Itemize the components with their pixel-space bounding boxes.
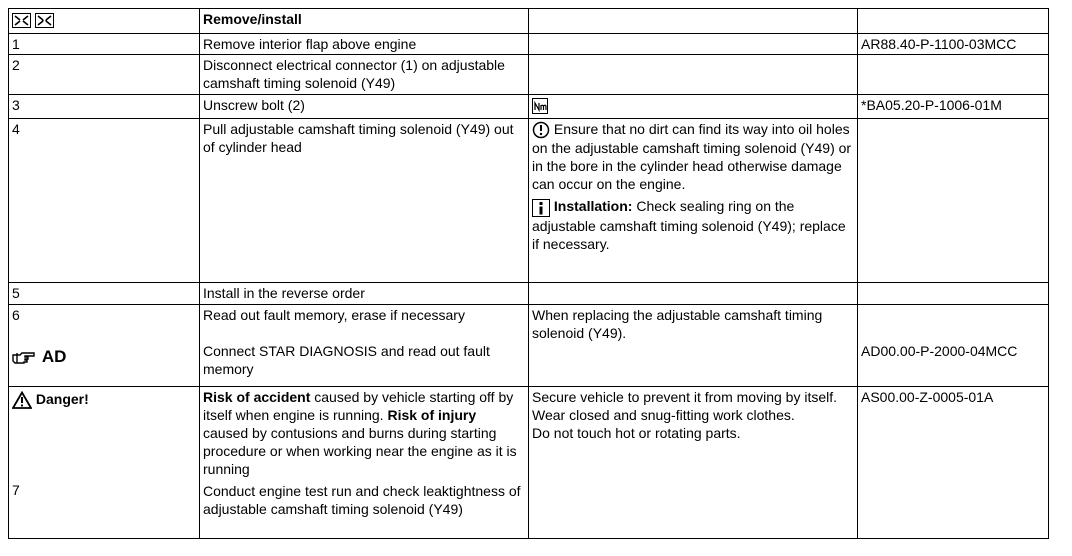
table-row — [9, 119, 1049, 283]
caution-text: Ensure that no dirt can find its way into oil holes on the adjustable camshaft timing solenoid (Y49) or in the bore in the cylinder head otherwise damage can occur on the engine. — [532, 121, 852, 193]
warning-triangle-icon — [12, 391, 32, 409]
installation-note — [532, 197, 854, 252]
caution-icon — [532, 121, 550, 139]
step-text: Remove interior flap above engine — [200, 34, 529, 55]
step-text: Disconnect electrical connector (1) on adjustable camshaft timing solenoid (Y49) — [200, 55, 529, 95]
remove-icon — [12, 13, 31, 28]
step-number: 7 — [12, 482, 20, 499]
installation-text: Check sealing ring on the adjustable camshaft timing solenoid (Y49); replace if necessary. — [532, 198, 846, 252]
step-text: Pull adjustable camshaft timing solenoid (Y49) out of cylinder head — [200, 119, 529, 283]
install-icon — [35, 13, 54, 28]
step-text: Unscrew bolt (2) — [200, 95, 529, 119]
step-text: Read out fault memory, erase if necessary — [203, 307, 465, 323]
step-notes — [529, 119, 858, 283]
header-icons-cell — [9, 9, 200, 34]
danger-measures: Secure vehicle to prevent it from moving by itself. Wear closed and snug-fitting work clothes. Do not touch hot or rotating parts. — [532, 389, 838, 441]
table-row — [9, 34, 1049, 55]
pointing-hand-icon — [12, 349, 38, 367]
step-number: 2 — [9, 55, 200, 95]
diagnosis-text: Connect STAR DIAGNOSIS and read out fault memory — [203, 343, 490, 377]
step-text: Install in the reverse order — [200, 283, 529, 305]
installation-label: Installation: — [553, 198, 633, 215]
step-number: 3 — [9, 95, 200, 119]
danger-text: Risk of accident caused by vehicle starting off by itself when engine is running. Risk of injury caused by contusions and burns during starting procedure or when working near the engine as it is running — [203, 389, 517, 477]
table-row — [9, 95, 1049, 119]
table-row — [9, 387, 1049, 539]
diagnosis-reference-link[interactable]: AD00.00-P-2000-04MCC — [861, 343, 1018, 359]
danger-label: Danger! — [12, 390, 196, 409]
danger-reference-link[interactable]: AS00.00-Z-0005-01A — [861, 389, 994, 405]
step-number: 5 — [9, 283, 200, 305]
ad-label: AD — [41, 347, 67, 366]
table-row — [9, 55, 1049, 95]
step-number: 1 — [9, 34, 200, 55]
diagnosis-label — [12, 348, 196, 367]
procedure-table — [8, 8, 1049, 539]
header-title: Remove/install — [200, 9, 529, 34]
info-icon — [532, 199, 550, 217]
table-row — [9, 305, 1049, 387]
step-number: 6 — [12, 307, 20, 323]
torque-nm-icon[interactable] — [532, 98, 548, 114]
step-reference-link[interactable]: AR88.40-P-1100-03MCC — [858, 34, 1049, 55]
table-row — [9, 283, 1049, 305]
caution-note — [532, 120, 854, 193]
step-number: 4 — [9, 119, 200, 283]
step-note: When replacing the adjustable camshaft timing solenoid (Y49). — [532, 307, 823, 341]
step-reference-link[interactable]: *BA05.20-P-1006-01M — [858, 95, 1049, 119]
header-row — [9, 9, 1049, 34]
step-text: Conduct engine test run and check leaktightness of adjustable camshaft timing solenoid (Y49) — [203, 483, 521, 517]
